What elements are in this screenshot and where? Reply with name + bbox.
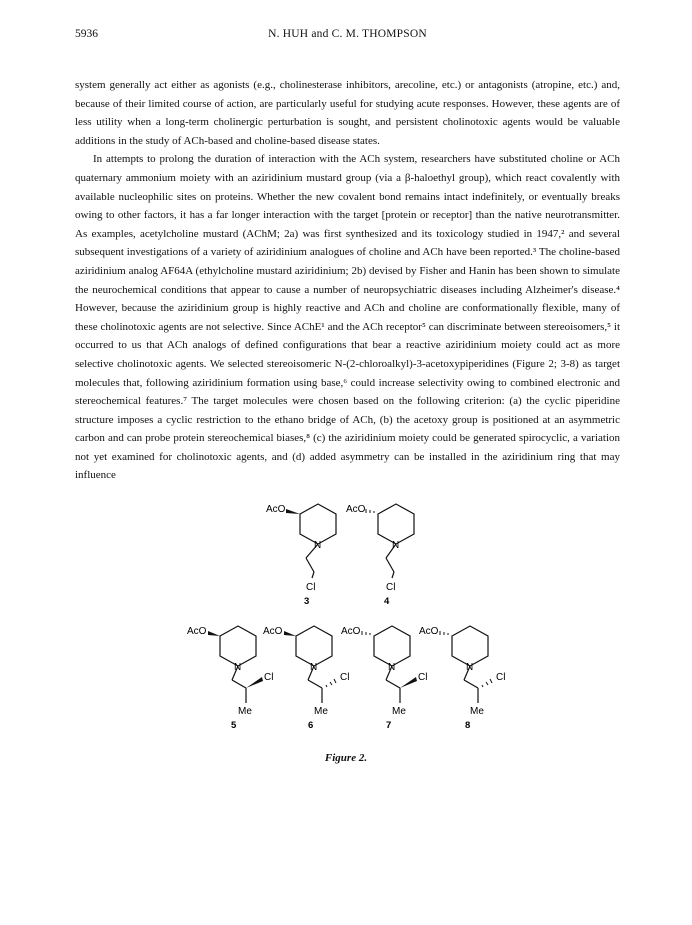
wedge-bond bbox=[246, 677, 263, 688]
compound-label-6: 6 bbox=[308, 720, 314, 731]
compound-label-8: 8 bbox=[465, 720, 471, 731]
bond bbox=[306, 558, 314, 572]
nitrogen-label: N bbox=[388, 662, 396, 673]
nitrogen-label: N bbox=[466, 662, 474, 673]
methyl-label: Me bbox=[314, 706, 328, 717]
piperidine-ring bbox=[378, 504, 414, 544]
bond bbox=[392, 572, 394, 578]
nitrogen-label: N bbox=[234, 662, 242, 673]
acetoxy-label: AcO bbox=[341, 626, 361, 637]
wedge-bond bbox=[208, 631, 220, 636]
figure-2 bbox=[0, 500, 692, 770]
piperidine-ring bbox=[452, 626, 488, 666]
piperidine-ring bbox=[300, 504, 336, 544]
wedge-bond bbox=[400, 677, 417, 688]
compound-label-4: 4 bbox=[384, 596, 390, 607]
page-number: 5936 bbox=[75, 28, 98, 40]
chlorine-label: Cl bbox=[340, 672, 350, 683]
piperidine-ring bbox=[374, 626, 410, 666]
figure-caption: Figure 2. bbox=[324, 752, 368, 764]
piperidine-ring bbox=[220, 626, 256, 666]
chlorine-label: Cl bbox=[264, 672, 274, 683]
bond bbox=[308, 680, 322, 688]
compound-label-7: 7 bbox=[386, 720, 392, 731]
chlorine-label: Cl bbox=[418, 672, 428, 683]
chlorine-label: Cl bbox=[386, 582, 396, 593]
hashed-bond bbox=[482, 685, 483, 687]
acetoxy-label: AcO bbox=[187, 626, 207, 637]
acetoxy-label: AcO bbox=[346, 504, 366, 515]
structures-drawing bbox=[0, 500, 692, 770]
bond bbox=[386, 680, 400, 688]
hashed-bond bbox=[326, 685, 327, 687]
running-head: N. HUH and C. M. THOMPSON bbox=[268, 28, 427, 40]
bond bbox=[312, 572, 314, 578]
compound-label-5: 5 bbox=[231, 720, 237, 731]
page-header bbox=[75, 28, 620, 44]
methyl-label: Me bbox=[392, 706, 406, 717]
methyl-label: Me bbox=[470, 706, 484, 717]
acetoxy-label: AcO bbox=[266, 504, 286, 515]
compound-4-structure bbox=[366, 504, 414, 578]
nitrogen-label: N bbox=[314, 540, 322, 551]
compound-3-structure bbox=[286, 504, 336, 578]
bond bbox=[386, 558, 394, 572]
paragraph-1: system generally act either as agonists (e.g., cholinesterase inhibitors, arecoline, etc.) or antagonists (atropine, etc.) and, because of their limited course of action, are particularly useful for studying acute responses. However, these agents are of less utility when a long-term cholinergic perturbation is sought, and persistent cholinotoxic agents would be valuable additions in the study of ACh-based and choline-based disease states. bbox=[75, 79, 620, 147]
wedge-bond bbox=[284, 631, 296, 636]
hashed-bond bbox=[330, 682, 332, 685]
chlorine-label: Cl bbox=[306, 582, 316, 593]
methyl-label: Me bbox=[238, 706, 252, 717]
wedge-bond bbox=[286, 509, 300, 514]
hashed-bond bbox=[490, 679, 492, 683]
chlorine-label: Cl bbox=[496, 672, 506, 683]
hashed-bond bbox=[486, 682, 488, 685]
piperidine-ring bbox=[296, 626, 332, 666]
acetoxy-label: AcO bbox=[419, 626, 439, 637]
nitrogen-label: N bbox=[310, 662, 318, 673]
nitrogen-label: N bbox=[392, 540, 400, 551]
paragraph-2: In attempts to prolong the duration of interaction with the ACh system, researchers have substituted choline or ACh quaternary ammonium moiety with an aziridinium mustard group (via a β-haloethyl group), which react covalently with available nucleophilic sites on proteins. Whether the new covalent bond remains intact indefinitely, or eventually breaks owing to other factors, it has a far longer interaction with the target [protein or receptor] than the native neurotransmitter. As examples, acetylcholine mustard (AChM; 2a) was first synthesized and its toxicology studied in 1947,² and several subsequent investigations of a variety of aziridinium analogues of choline and ACh have been reported.³ The choline-based aziridinium analog AF64A (ethylcholine mustard aziridinium; 2b) devised by Fisher and Hanin has been shown to simulate the neurochemical conditions that appear to cause a number of neuropsychiatric diseases including Alzheimer's disease.⁴ However, because the aziridinium group is highly reactive and ACh and choline are conformationally flexible, many of these cholinotoxic agents are not selective. Since AChE¹ and the ACh receptor⁵ can discriminate between stereoisomers,⁵ it occurred to us that ACh analogs of defined configurations that bear a reactive aziridinium moiety could act as more selective cholinotoxic agents. We selected stereoisomeric N-(2-chloroalkyl)-3-acetoxypiperidines (Figure 2; 3-8) as target molecules that, following aziridinium formation using base,⁶ could increase selectivity owing to combined electronic and stereochemical features.⁷ The target molecules were chosen based on the following criterion: (a) the cyclic piperidine structure imposes a cyclic restriction to the ethano bridge of ACh, (b) the acetoxy group is positioned at an asymmetric carbon and can probe protein stereochemical biases,⁸ (c) the aziridinium moiety could be generated spirocyclic, a variation not yet examined for cholinotoxic agents, and (d) added asymmetry can be installed in the aziridinium ring that may influence bbox=[75, 153, 620, 482]
bond bbox=[464, 680, 478, 688]
compound-label-3: 3 bbox=[304, 596, 310, 607]
acetoxy-label: AcO bbox=[263, 626, 283, 637]
bond bbox=[232, 680, 246, 688]
body-text bbox=[75, 76, 620, 485]
hashed-bond bbox=[334, 679, 336, 683]
